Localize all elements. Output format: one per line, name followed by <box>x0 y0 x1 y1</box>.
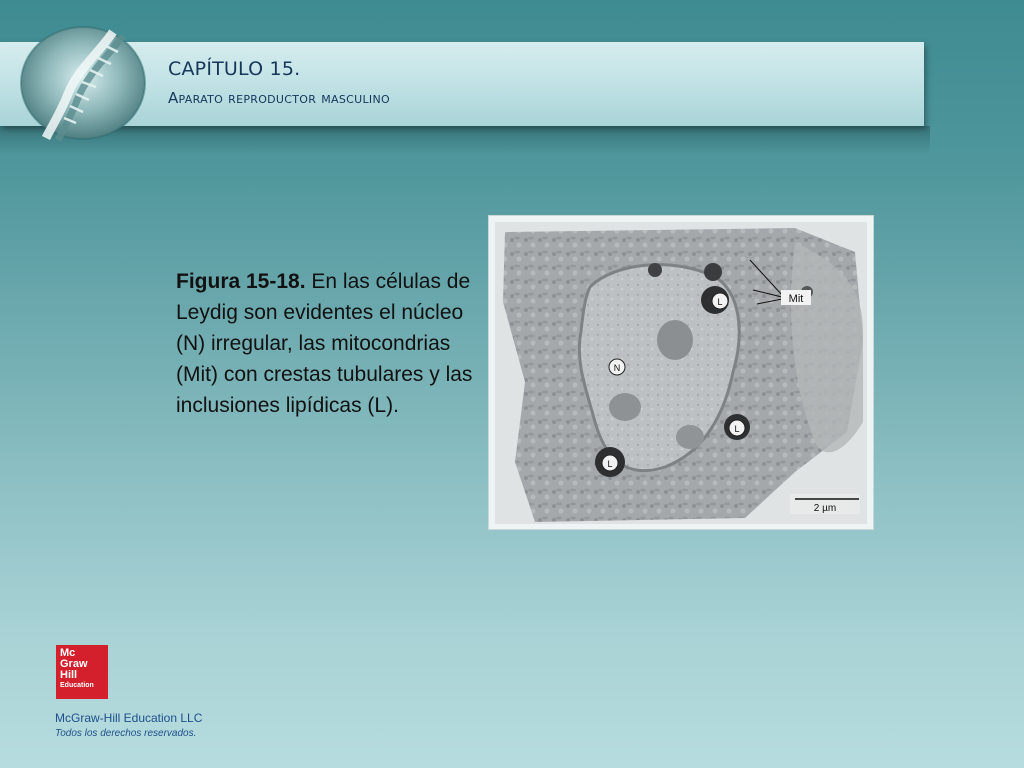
scale-bar-label: 2 µm <box>813 503 837 514</box>
label-lipid-1: L <box>717 297 723 307</box>
logo-line-2: Graw <box>60 658 88 670</box>
label-lipid-2: L <box>734 424 740 434</box>
label-mit: Mit <box>788 293 804 305</box>
logo-line-3: Hill <box>60 669 78 681</box>
leydig-cell-micrograph <box>495 222 867 524</box>
figure-caption-text: En las células de Leydig son evidentes el núcleo (N) irregular, las mitocondrias (Mit) con crestas tubulares y las inclusiones lipídicas (L). <box>176 270 473 417</box>
logo-line-1: Mc <box>60 647 76 659</box>
micrograph-frame <box>488 215 874 530</box>
footer-company: McGraw-Hill Education LLC <box>55 711 203 725</box>
chapter-subtitle: Aparato reproductor masculino <box>168 89 390 107</box>
chapter-title: CAPÍTULO 15. <box>168 58 301 80</box>
logo-line-4: Education <box>60 682 94 689</box>
footer-rights: Todos los derechos reservados. <box>55 728 197 739</box>
label-lipid-3: L <box>607 459 613 469</box>
figure-caption <box>176 266 476 421</box>
dna-orb-icon <box>18 24 148 142</box>
mcgraw-hill-logo <box>56 645 108 699</box>
label-nucleus: N <box>613 363 621 373</box>
figure-label: Figura 15-18. <box>176 270 306 293</box>
